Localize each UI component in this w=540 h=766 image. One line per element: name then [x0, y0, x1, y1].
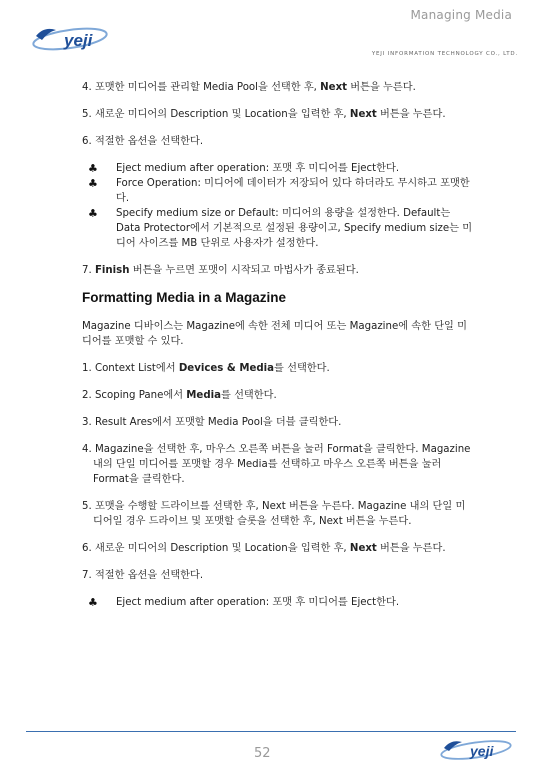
- magazine-step-1-tail: 를 선택한다.: [274, 363, 330, 374]
- step-4-bold: Next: [320, 82, 348, 93]
- option-item: [82, 595, 474, 610]
- step-7-bold: Finish: [94, 265, 130, 276]
- option-text: Eject medium after operation: 포맷 후 미디어를 Eject한다.: [116, 163, 400, 174]
- magazine-step-1-bold: Devices & Media: [178, 363, 275, 374]
- magazine-option-list: [82, 595, 474, 610]
- step-4-text: 4. 포맷한 미디어를 관리할 Media Pool을 선택한 후,: [82, 82, 321, 93]
- step-4-tail: 버튼을 누른다.: [347, 82, 416, 93]
- step-5-text: 5. 새로운 미디어의 Description 및 Location을 입력한 후,: [82, 109, 350, 120]
- step-6: 6. 적절한 옵션을 선택한다.: [82, 136, 204, 147]
- option-list: [82, 161, 474, 251]
- step-7-text: 7.: [82, 265, 95, 276]
- magazine-step-6-bold: Next: [349, 543, 377, 554]
- club-bullet-icon: ♣: [88, 207, 98, 220]
- magazine-step-6-text: 6. 새로운 미디어의 Description 및 Location을 입력한 후,: [82, 543, 350, 554]
- option-item: [82, 206, 474, 251]
- footer-logo-text: yeji: [470, 743, 494, 759]
- step-5-tail: 버튼을 누른다.: [376, 109, 446, 120]
- footer-rule: [26, 731, 516, 732]
- magazine-step-6-tail: 버튼을 누른다.: [376, 543, 446, 554]
- option-text: Eject medium after operation: 포맷 후 미디어를 Eject한다.: [116, 597, 400, 608]
- header-title: Managing Media: [410, 8, 512, 22]
- option-item: [82, 176, 474, 206]
- yeji-logo: [30, 22, 110, 56]
- logo-text: yeji: [64, 31, 93, 50]
- footer-yeji-logo: [438, 736, 514, 764]
- page-number: 52: [254, 746, 271, 761]
- magazine-step-2-tail: 를 선택한다.: [221, 390, 277, 401]
- step-4: [82, 80, 474, 95]
- magazine-step-3: 3. Result Ares에서 포맷할 Media Pool을 더블 클릭한다.: [82, 417, 342, 428]
- magazine-step-6: [82, 541, 474, 556]
- club-bullet-icon: ♣: [88, 177, 98, 190]
- club-bullet-icon: ♣: [88, 596, 98, 609]
- magazine-step-2-bold: Media: [186, 390, 222, 401]
- step-7-tail: 버튼을 누르면 포맷이 시작되고 마법사가 종료된다.: [129, 265, 359, 276]
- magazine-step-1: [82, 361, 474, 376]
- option-item: [82, 161, 474, 176]
- option-text: Force Operation: 미디어에 데이터가 저장되어 있다 하더라도 무시하고 포맷한다.: [116, 178, 470, 204]
- step-5-bold: Next: [349, 109, 377, 120]
- step-5: [82, 107, 474, 122]
- company-name: YEJI INFORMATION TECHNOLOGY CO., LTD.: [371, 51, 518, 57]
- magazine-step-1-text: 1. Context List에서: [82, 363, 179, 374]
- section-heading: Formatting Media in a Magazine: [82, 290, 287, 305]
- magazine-step-2-text: 2. Scoping Pane에서: [82, 390, 187, 401]
- magazine-step-4: 4. Magazine을 선택한 후, 마우스 오른쪽 버튼을 눌러 Format을 클릭한다. Magazine 내의 단일 미디어를 포맷할 경우 Media를 선택하고 마우스 오른쪽 버튼을 눌러 Format을 클릭한다.: [82, 444, 471, 485]
- option-text: Specify medium size or Default: 미디어의 용량을 설정한다. Default는 Data Protector에서 기본적으로 설정된 용량이고, Specify medium size는 미디어 사이즈를 MB 단위로 사용자가 설정한다.: [116, 208, 473, 249]
- magazine-step-7: 7. 적절한 옵션을 선택한다.: [82, 570, 204, 581]
- magazine-step-2: [82, 388, 474, 403]
- document-body: [82, 80, 474, 622]
- club-bullet-icon: ♣: [88, 162, 98, 175]
- magazine-step-5: 5. 포맷을 수행할 드라이브를 선택한 후, Next 버튼을 누른다. Magazine 내의 단일 미디어일 경우 드라이브 및 포맷할 슬롯을 선택한 후, Next 버튼을 누른다.: [82, 501, 466, 527]
- step-7: [82, 263, 474, 278]
- section-intro: Magazine 디바이스는 Magazine에 속한 전체 미디어 또는 Magazine에 속한 단일 미디어를 포맷할 수 있다.: [82, 321, 467, 347]
